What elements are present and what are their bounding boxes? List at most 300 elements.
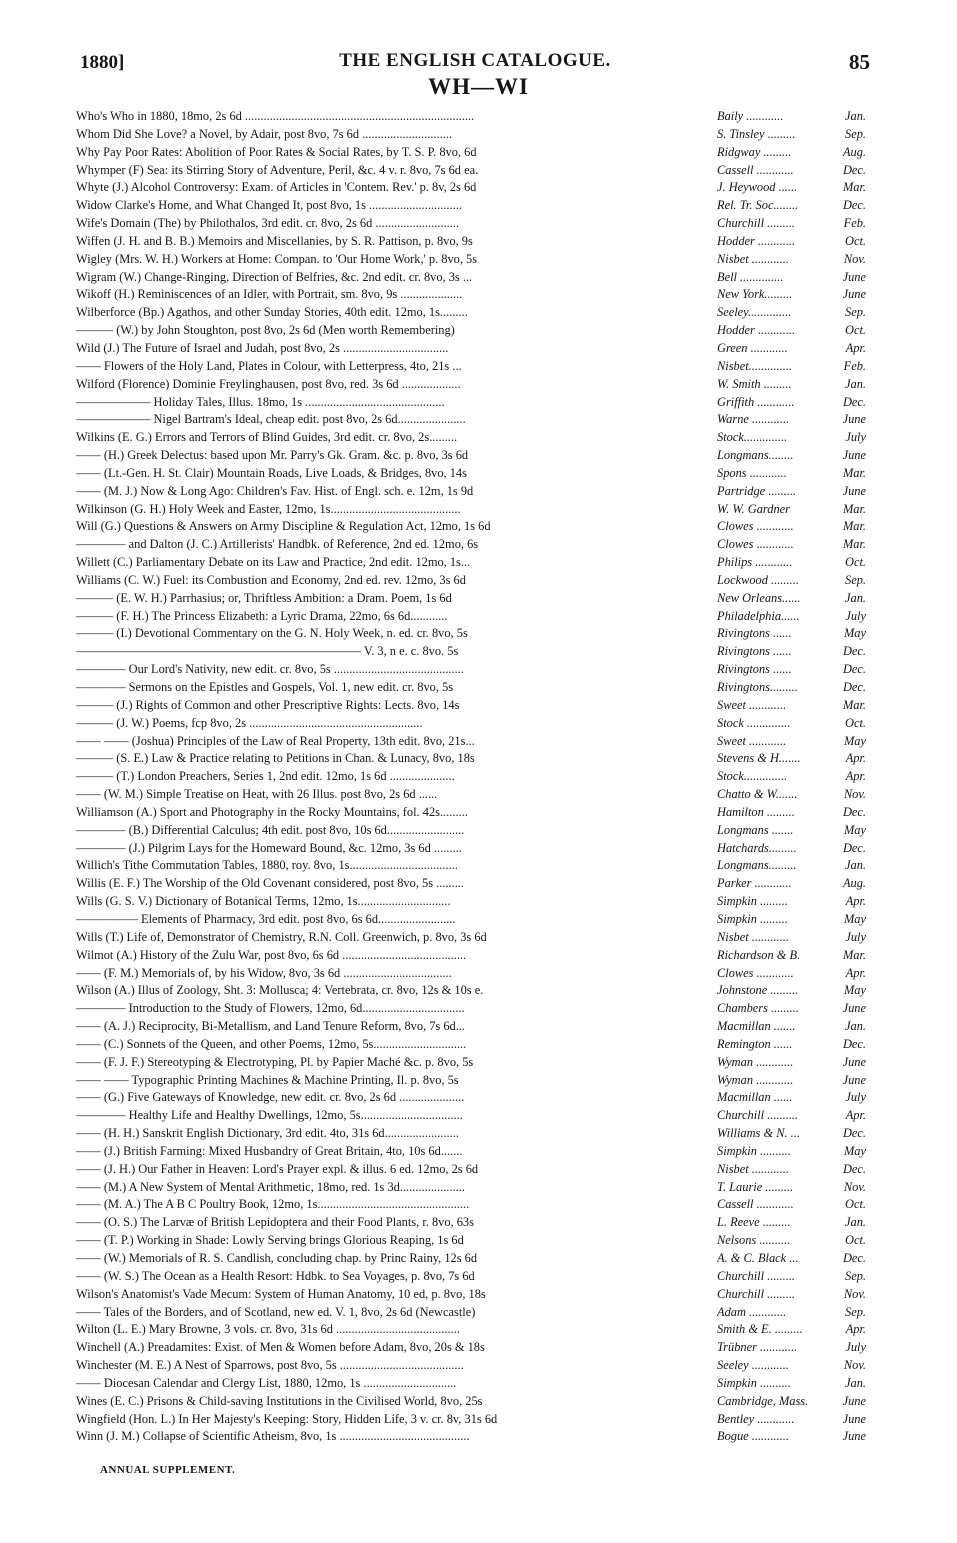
catalogue-entry <box>76 643 866 661</box>
entry-text: Wills (G. S. V.) Dictionary of Botanical Terms, 12mo, 1s.............................. <box>76 894 451 909</box>
entry-month: Apr. <box>845 340 866 355</box>
catalogue-entry <box>76 1161 866 1179</box>
header-year: 1880] <box>80 52 125 73</box>
catalogue-entry <box>76 893 866 911</box>
entry-month: Sep. <box>845 1268 866 1283</box>
entry-month: May <box>843 626 866 641</box>
entry-text: —— (O. S.) The Larvæ of British Lepidoptera and their Food Plants, r. 8vo, 63s <box>76 1215 474 1230</box>
entry-month: Apr. <box>845 769 866 784</box>
entry-text: —— (Lt.-Gen. H. St. Clair) Mountain Roads, Live Loads, & Bridges, 8vo, 14s <box>76 465 467 480</box>
entry-text: —— (G.) Five Gateways of Knowledge, new edit. cr. 8vo, 2s 6d ..................... <box>76 1090 465 1105</box>
catalogue-entry <box>76 1196 866 1214</box>
entry-text: ——— (J. W.) Poems, fcp 8vo, 2s ........................................................ <box>76 715 423 730</box>
entry-month: Sep. <box>845 1304 866 1319</box>
entry-publisher: Clowes ............ <box>717 519 794 534</box>
entry-month: Apr. <box>845 1322 866 1337</box>
entry-month: Oct. <box>845 555 866 570</box>
entry-publisher: Simpkin ......... <box>717 911 788 926</box>
entry-month: Mar. <box>842 947 866 962</box>
catalogue-entry <box>76 1304 866 1322</box>
entry-month: May <box>843 822 866 837</box>
entry-month: Apr. <box>845 965 866 980</box>
catalogue-entry <box>76 197 866 215</box>
entry-month: Mar. <box>842 501 866 516</box>
catalogue-entry <box>76 875 866 893</box>
catalogue-entry <box>76 804 866 822</box>
entry-text: ——— (T.) London Preachers, Series 1, 2nd edit. 12mo, 1s 6d ..................... <box>76 769 455 784</box>
entry-month: June <box>842 269 866 284</box>
entry-publisher: Hatchards......... <box>717 840 797 855</box>
catalogue-entry <box>76 715 866 733</box>
entry-publisher: Hodder ............ <box>717 323 796 338</box>
entry-text: Wilford (Florence) Dominie Freylinghausen, post 8vo, red. 3s 6d ................... <box>76 376 461 391</box>
entry-publisher: Ridgway ......... <box>717 144 792 159</box>
entry-publisher: Cassell ............ <box>717 1197 794 1212</box>
entry-publisher: Chatto & W....... <box>717 787 798 802</box>
entry-publisher: L. Reeve ......... <box>717 1215 791 1230</box>
entry-text: ——— (E. W. H.) Parrhasius; or, Thriftless Ambition: a Dram. Poem, 1s 6d <box>76 590 452 605</box>
entry-text: Wilmot (A.) History of the Zulu War, post 8vo, 6s 6d ........................................ <box>76 947 467 962</box>
entry-publisher: Adam ............ <box>717 1304 787 1319</box>
entry-month: Oct. <box>845 1233 866 1248</box>
entry-month: Mar. <box>842 697 866 712</box>
entry-text: —— Tales of the Borders, and of Scotland, new ed. V. 1, 8vo, 2s 6d (Newcastle) <box>76 1304 476 1319</box>
entry-publisher: Hamilton ......... <box>717 804 795 819</box>
entry-publisher: Stock .............. <box>717 715 791 730</box>
entry-publisher: Macmillan ...... <box>717 1090 793 1105</box>
entry-text: —— —— (Joshua) Principles of the Law of Real Property, 13th edit. 8vo, 21s... <box>76 733 475 748</box>
entry-text: ——— (F. H.) The Princess Elizabeth: a Lyric Drama, 22mo, 6s 6d............ <box>76 608 448 623</box>
catalogue-entry <box>76 608 866 626</box>
entry-publisher: Seeley ............ <box>717 1358 789 1373</box>
entry-month: Jan. <box>845 376 866 391</box>
entry-text: ———— Healthy Life and Healthy Dwellings, 12mo, 5s................................. <box>76 1108 463 1123</box>
catalogue-entries <box>76 108 866 1446</box>
entry-month: May <box>843 1143 866 1158</box>
entry-publisher: Churchill ......... <box>717 1268 796 1283</box>
entry-month: June <box>842 1411 866 1426</box>
entry-publisher: Nelsons .......... <box>717 1233 791 1248</box>
entry-publisher: Hodder ............ <box>717 233 796 248</box>
entry-publisher: Seeley.............. <box>717 305 792 320</box>
catalogue-entry <box>76 126 866 144</box>
catalogue-entry <box>76 376 866 394</box>
entry-publisher: Spons ............ <box>717 465 787 480</box>
entry-text: —— (F. M.) Memorials of, by his Widow, 8vo, 3s 6d ................................... <box>76 965 452 980</box>
entry-text: Wikoff (H.) Reminiscences of an Idler, with Portrait, sm. 8vo, 9s .................... <box>76 287 463 302</box>
entry-month: Jan. <box>845 858 866 873</box>
catalogue-entry <box>76 429 866 447</box>
catalogue-entry <box>76 1036 866 1054</box>
page-number: 85 <box>849 50 870 74</box>
entry-text: Widow Clarke's Home, and What Changed It, post 8vo, 1s .............................. <box>76 198 462 213</box>
entry-text: —— (T. P.) Working in Shade: Lowly Serving brings Glorious Reaping, 1s 6d <box>76 1233 464 1248</box>
catalogue-entry <box>76 1018 866 1036</box>
entry-text: —— (W. M.) Simple Treatise on Heat, with 26 Illus. post 8vo, 2s 6d ...... <box>76 787 438 802</box>
entry-month: Feb. <box>843 216 866 231</box>
entry-publisher: Williams & N. ... <box>717 1126 800 1141</box>
entry-publisher: Bogue ............ <box>717 1429 789 1444</box>
entry-month: July <box>845 1340 866 1355</box>
entry-publisher: Longmans........ <box>717 448 794 463</box>
catalogue-entry <box>76 269 866 287</box>
entry-publisher: Remington ...... <box>717 1036 793 1051</box>
entry-publisher: W. Smith ......... <box>717 376 792 391</box>
entry-text: Whom Did She Love? a Novel, by Adair, post 8vo, 7s 6d ............................. <box>76 126 453 141</box>
entry-publisher: Longmans......... <box>717 858 797 873</box>
entry-month: June <box>842 412 866 427</box>
entry-month: Nov. <box>843 1179 866 1194</box>
entry-month: July <box>845 430 866 445</box>
entry-text: ———— Sermons on the Epistles and Gospels, Vol. 1, new edit. cr. 8vo, 5s <box>76 680 454 694</box>
entry-publisher: Sweet ............ <box>717 733 787 748</box>
catalogue-entry <box>76 786 866 804</box>
entry-month: Feb. <box>843 358 866 373</box>
catalogue-entry <box>76 857 866 875</box>
catalogue-entry <box>76 108 866 126</box>
entry-text: —————— Holiday Tales, Illus. 18mo, 1s ............................................. <box>76 394 445 409</box>
entry-text: —— (M. J.) Now & Long Ago: Children's Fav. Hist. of Engl. sch. e. 12m, 1s 9d <box>76 483 474 498</box>
section-heading: WH—WI <box>428 74 529 99</box>
entry-text: ——————————————————————— V. 3, n e. c. 8vo. 5s <box>76 644 459 659</box>
catalogue-entry <box>76 1214 866 1232</box>
entry-publisher: New Orleans...... <box>717 590 801 605</box>
entry-month: May <box>843 733 866 748</box>
entry-month: Sep. <box>845 572 866 587</box>
entry-publisher: S. Tinsley ......... <box>717 126 796 141</box>
catalogue-entry <box>76 822 866 840</box>
entry-month: Aug. <box>842 876 866 891</box>
entry-month: Jan. <box>845 109 866 123</box>
entry-publisher: Rivingtons ...... <box>717 626 792 641</box>
entry-publisher: Macmillan ....... <box>717 1019 796 1034</box>
catalogue-entry <box>76 536 866 554</box>
entry-publisher: Nisbet.............. <box>717 358 793 373</box>
entry-text: Wiffen (J. H. and B. B.) Memoirs and Miscellanies, by S. R. Pattison, p. 8vo, 9s <box>76 233 473 248</box>
catalogue-entry <box>76 679 866 697</box>
entry-month: June <box>842 1393 866 1408</box>
catalogue-entry <box>76 1375 866 1393</box>
entry-month: Dec. <box>842 1126 866 1141</box>
entry-publisher: Wyman ............ <box>717 1054 794 1069</box>
catalogue-entry <box>76 501 866 519</box>
entry-month: Dec. <box>842 1161 866 1176</box>
entry-month: Dec. <box>842 1036 866 1051</box>
entry-publisher: Philadelphia...... <box>717 608 800 623</box>
entry-text: Wilson's Anatomist's Vade Mecum: System of Human Anatomy, 10 ed, p. 8vo, 18s <box>76 1286 486 1301</box>
catalogue-entry <box>76 179 866 197</box>
catalogue-entry <box>76 1268 866 1286</box>
entry-publisher: Churchill ......... <box>717 216 796 231</box>
entry-month: Apr. <box>845 751 866 766</box>
entry-text: —— (J. H.) Our Father in Heaven: Lord's Prayer expl. & illus. 6 ed. 12mo, 2s 6d <box>76 1161 479 1176</box>
entry-publisher: Partridge ......... <box>717 483 797 498</box>
entry-text: ———— and Dalton (J. C.) Artillerists' Handbk. of Reference, 2nd ed. 12mo, 6s <box>76 537 479 552</box>
entry-month: Nov. <box>843 787 866 802</box>
catalogue-entry <box>76 1072 866 1090</box>
entry-month: Oct. <box>845 715 866 730</box>
entry-month: May <box>843 983 866 998</box>
entry-text: Williamson (A.) Sport and Photography in the Rocky Mountains, fol. 42s......... <box>76 804 468 819</box>
entry-publisher: Churchill .......... <box>717 1108 799 1123</box>
entry-month: Nov. <box>843 1358 866 1373</box>
catalogue-entry <box>76 965 866 983</box>
entry-publisher: Simpkin ......... <box>717 894 788 909</box>
entry-text: Who's Who in 1880, 18mo, 2s 6d .......................................................................... <box>76 109 475 123</box>
entry-text: Wigram (W.) Change-Ringing, Direction of Belfries, &c. 2nd edit. cr. 8vo, 3s ... <box>76 269 473 284</box>
entry-month: Dec. <box>842 394 866 409</box>
catalogue-entry <box>76 1000 866 1018</box>
catalogue-entry <box>76 929 866 947</box>
entry-publisher: Sweet ............ <box>717 697 787 712</box>
entry-month: Dec. <box>842 680 866 694</box>
entry-text: Wife's Domain (The) by Philothalos, 3rd edit. cr. 8vo, 2s 6d ........................... <box>76 216 460 231</box>
catalogue-entry <box>76 1250 866 1268</box>
entry-publisher: Rel. Tr. Soc........ <box>717 198 799 213</box>
entry-publisher: Rivingtons ...... <box>717 644 792 659</box>
entry-month: Jan. <box>845 1019 866 1034</box>
catalogue-entry <box>76 1321 866 1339</box>
catalogue-entry <box>76 911 866 929</box>
entry-month: July <box>845 1090 866 1105</box>
entry-text: —— (J.) British Farming: Mixed Husbandry of Great Britain, 4to, 10s 6d....... <box>76 1143 463 1158</box>
entry-publisher: Longmans ....... <box>717 822 794 837</box>
entry-month: Sep. <box>845 305 866 320</box>
entry-text: Wilton (L. E.) Mary Browne, 3 vols. cr. 8vo, 31s 6d ........................................ <box>76 1322 460 1337</box>
catalogue-entry <box>76 1411 866 1429</box>
entry-month: June <box>842 287 866 302</box>
entry-text: ——— (S. E.) Law & Practice relating to Petitions in Chan. & Lunacy, 8vo, 18s <box>76 751 475 766</box>
footer-signature: ANNUAL SUPPLEMENT. <box>100 1464 236 1476</box>
entry-publisher: Lockwood ......... <box>717 572 799 587</box>
entry-month: Aug. <box>842 144 866 159</box>
catalogue-entry <box>76 982 866 1000</box>
entry-publisher: Bell .............. <box>717 269 784 284</box>
entry-publisher: J. Heywood ...... <box>717 180 798 195</box>
catalogue-entry <box>76 518 866 536</box>
entry-publisher: A. & C. Black ... <box>717 1251 799 1265</box>
entry-month: June <box>842 448 866 463</box>
catalogue-entry <box>76 358 866 376</box>
entry-publisher: Baily ............ <box>717 109 784 123</box>
entry-text: Wild (J.) The Future of Israel and Judah, post 8vo, 2s .................................. <box>76 340 449 355</box>
entry-text: —— —— Typographic Printing Machines & Machine Printing, Il. p. 8vo, 5s <box>76 1072 459 1087</box>
entry-month: Mar. <box>842 180 866 195</box>
entry-text: —— Flowers of the Holy Land, Plates in Colour, with Letterpress, 4to, 21s ... <box>76 358 462 373</box>
catalogue-entry <box>76 1089 866 1107</box>
entry-publisher: Nisbet ............ <box>717 251 789 266</box>
entry-publisher: Rivingtons......... <box>717 680 798 694</box>
catalogue-entry <box>76 447 866 465</box>
entry-publisher: Parker ............ <box>717 876 792 891</box>
catalogue-entry <box>76 1393 866 1411</box>
entry-text: Wilkinson (G. H.) Holy Week and Easter, 12mo, 1s.......................................... <box>76 501 461 516</box>
entry-month: Oct. <box>845 323 866 338</box>
entry-month: Jan. <box>845 590 866 605</box>
catalogue-entry <box>76 483 866 501</box>
catalogue-entry <box>76 661 866 679</box>
entry-publisher: Churchill ......... <box>717 1286 796 1301</box>
entry-publisher: Bentley ............ <box>717 1411 795 1426</box>
entry-month: Jan. <box>845 1375 866 1390</box>
catalogue-entry <box>76 768 866 786</box>
entry-text: Williams (C. W.) Fuel: its Combustion and Economy, 2nd ed. rev. 12mo, 3s 6d <box>76 572 466 587</box>
entry-month: June <box>842 483 866 498</box>
entry-text: ——— (W.) by John Stoughton, post 8vo, 2s 6d (Men worth Remembering) <box>76 323 455 338</box>
entry-text: Wilberforce (Bp.) Agathos, and other Sunday Stories, 40th edit. 12mo, 1s......... <box>76 305 468 320</box>
entry-text: ————— Elements of Pharmacy, 3rd edit. post 8vo, 6s 6d......................... <box>76 911 456 926</box>
entry-month: Mar. <box>842 537 866 552</box>
entry-month: Apr. <box>845 1108 866 1123</box>
entry-publisher: Wyman ............ <box>717 1072 794 1087</box>
header-title: THE ENGLISH CATALOGUE. <box>339 50 611 71</box>
catalogue-entry <box>76 304 866 322</box>
entry-publisher: Trübner ............ <box>717 1340 798 1355</box>
catalogue-entry <box>76 411 866 429</box>
entry-publisher: Rivingtons ...... <box>717 662 792 677</box>
catalogue-entry <box>76 750 866 768</box>
entry-month: June <box>842 1429 866 1444</box>
entry-month: July <box>845 608 866 623</box>
entry-publisher: Simpkin .......... <box>717 1143 791 1158</box>
entry-text: —— (H. H.) Sanskrit English Dictionary, 3rd edit. 4to, 31s 6d........................ <box>76 1126 459 1141</box>
entry-publisher: Clowes ............ <box>717 965 794 980</box>
entry-month: Oct. <box>845 233 866 248</box>
catalogue-entry <box>76 1286 866 1304</box>
entry-month: June <box>842 1072 866 1087</box>
catalogue-entry <box>76 1143 866 1161</box>
entry-text: —— (H.) Greek Delectus: based upon Mr. Parry's Gk. Gram. &c. p. 8vo, 3s 6d <box>76 448 469 463</box>
entry-text: Wills (T.) Life of, Demonstrator of Chemistry, R.N. Coll. Greenwich, p. 8vo, 3s 6d <box>76 929 487 944</box>
entry-month: Dec. <box>842 644 866 659</box>
catalogue-entry <box>76 162 866 180</box>
entry-text: Winchester (M. E.) A Nest of Sparrows, post 8vo, 5s ........................................ <box>76 1358 464 1373</box>
catalogue-entry <box>76 572 866 590</box>
entry-publisher: W. W. Gardner <box>717 501 790 516</box>
entry-text: ——— (I.) Devotional Commentary on the G. N. Holy Week, n. ed. cr. 8vo, 5s <box>76 626 468 641</box>
catalogue-entry <box>76 697 866 715</box>
entry-text: —— (W. S.) The Ocean as a Health Resort: Hdbk. to Sea Voyages, p. 8vo, 7s 6d <box>76 1268 475 1283</box>
catalogue-entry <box>76 1107 866 1125</box>
catalogue-entry <box>76 1428 866 1446</box>
entry-month: Sep. <box>845 126 866 141</box>
entry-publisher: Cassell ............ <box>717 162 794 177</box>
entry-text: —— (C.) Sonnets of the Queen, and other Poems, 12mo, 5s.............................. <box>76 1036 467 1051</box>
entry-month: Jan. <box>845 1215 866 1230</box>
entry-publisher: Nisbet ............ <box>717 929 789 944</box>
entry-text: Wilson (A.) Illus of Zoology, Sht. 3: Mollusca; 4: Vertebrata, cr. 8vo, 12s & 10s e. <box>76 983 484 998</box>
entry-month: June <box>842 1054 866 1069</box>
entry-month: Dec. <box>842 1251 866 1265</box>
catalogue-entry <box>76 1357 866 1375</box>
catalogue-entry <box>76 590 866 608</box>
catalogue-entry <box>76 394 866 412</box>
catalogue-entry <box>76 340 866 358</box>
entry-text: Whyte (J.) Alcohol Controversy: Exam. of Articles in 'Contem. Rev.' p. 8v, 2s 6d <box>76 180 477 195</box>
entry-publisher: Stevens & H....... <box>717 751 801 766</box>
entry-publisher: Chambers ......... <box>717 1001 799 1016</box>
catalogue-entry <box>76 144 866 162</box>
entry-month: July <box>845 929 866 944</box>
entry-text: —— (M.) A New System of Mental Arithmetic, 18mo, red. 1s 3d..................... <box>76 1179 465 1194</box>
entry-month: Oct. <box>845 1197 866 1212</box>
entry-month: Dec. <box>842 804 866 819</box>
catalogue-entry <box>76 840 866 858</box>
entry-month: Nov. <box>843 1286 866 1301</box>
entry-publisher: Stock.............. <box>717 430 788 445</box>
entry-text: Wines (E. C.) Prisons & Child-saving Institutions in the Civilised World, 8vo, 25s <box>76 1393 483 1408</box>
entry-month: Dec. <box>842 162 866 177</box>
entry-text: —— (W.) Memorials of R. S. Candlish, concluding chap. by Princ Rainy, 12s 6d <box>76 1251 478 1265</box>
entry-publisher: Nisbet ............ <box>717 1161 789 1176</box>
entry-publisher: Smith & E. ......... <box>717 1322 803 1337</box>
catalogue-entry <box>76 286 866 304</box>
catalogue-entry <box>76 625 866 643</box>
entry-text: Willis (E. F.) The Worship of the Old Covenant considered, post 8vo, 5s ......... <box>76 876 465 891</box>
entry-text: Wilkins (E. G.) Errors and Terrors of Blind Guides, 3rd edit. cr. 8vo, 2s......... <box>76 430 458 445</box>
catalogue-entry <box>76 1179 866 1197</box>
entry-publisher: Griffith ............ <box>717 394 795 409</box>
entry-publisher: Simpkin .......... <box>717 1375 791 1390</box>
entry-text: —————— Nigel Bartram's Ideal, cheap edit. post 8vo, 2s 6d...................... <box>76 412 466 427</box>
catalogue-entry <box>76 733 866 751</box>
catalogue-entry <box>76 947 866 965</box>
entry-text: ———— Our Lord's Nativity, new edit. cr. 8vo, 5s .......................................... <box>76 662 464 677</box>
catalogue-entry <box>76 1125 866 1143</box>
entry-publisher: Clowes ............ <box>717 537 794 552</box>
entry-month: Dec. <box>842 662 866 677</box>
entry-text: —— (A. J.) Reciprocity, Bi-Metallism, and Land Tenure Reform, 8vo, 7s 6d... <box>76 1019 466 1034</box>
entry-text: Whymper (F) Sea: its Stirring Story of Adventure, Peril, &c. 4 v. r. 8vo, 7s 6d ea. <box>76 162 479 177</box>
entry-text: ———— (J.) Pilgrim Lays for the Homeward Bound, &c. 12mo, 3s 6d ......... <box>76 840 462 855</box>
entry-publisher: Green ............ <box>717 340 788 355</box>
entry-text: Willett (C.) Parliamentary Debate on its Law and Practice, 2nd edit. 12mo, 1s... <box>76 555 471 570</box>
entry-text: Wigley (Mrs. W. H.) Workers at Home: Compan. to 'Our Home Work,' p. 8vo, 5s <box>76 251 478 266</box>
catalogue-entry <box>76 233 866 251</box>
entry-month: Dec. <box>842 840 866 855</box>
entry-text: Willich's Tithe Commutation Tables, 1880, roy. 8vo, 1s................................... <box>76 858 458 873</box>
catalogue-entry <box>76 215 866 233</box>
catalogue-entry <box>76 1339 866 1357</box>
entry-text: Why Pay Poor Rates: Abolition of Poor Rates & Social Rates, by T. S. P. 8vo, 6d <box>76 144 477 159</box>
entry-publisher: Johnstone ......... <box>717 983 799 998</box>
entry-text: —— (F. J. F.) Stereotyping & Electrotyping, Pl. by Papier Maché &c. p. 8vo, 5s <box>76 1054 474 1069</box>
entry-text: Wingfield (Hon. L.) In Her Majesty's Keeping: Story, Hidden Life, 3 v. cr. 8v, 31s 6d <box>76 1411 498 1426</box>
catalogue-entry <box>76 1054 866 1072</box>
entry-month: May <box>843 911 866 926</box>
catalogue-entry <box>76 1232 866 1250</box>
entry-text: ———— Introduction to the Study of Flowers, 12mo, 6d................................. <box>76 1001 465 1016</box>
entry-publisher: Cambridge, Mass. <box>717 1393 809 1408</box>
entry-month: Mar. <box>842 519 866 534</box>
entry-text: ——— (J.) Rights of Common and other Prescriptive Rights: Lects. 8vo, 14s <box>76 697 460 712</box>
entry-month: Mar. <box>842 465 866 480</box>
entry-text: ———— (B.) Differential Calculus; 4th edit. post 8vo, 10s 6d......................... <box>76 822 465 837</box>
catalogue-entry <box>76 554 866 572</box>
entry-publisher: Warne ............ <box>717 412 790 427</box>
entry-publisher: Stock.............. <box>717 769 788 784</box>
entry-publisher: T. Laurie ......... <box>717 1179 794 1194</box>
entry-publisher: Philips ............ <box>717 555 793 570</box>
entry-text: —— (M. A.) The A B C Poultry Book, 12mo, 1s................................................. <box>76 1197 470 1212</box>
catalogue-entry <box>76 251 866 269</box>
entry-publisher: Richardson & B. <box>717 947 801 962</box>
entry-month: Apr. <box>845 894 866 909</box>
entry-month: Dec. <box>842 198 866 213</box>
entry-publisher: New York......... <box>717 287 793 302</box>
entry-text: Winchell (A.) Preadamites: Exist. of Men & Women before Adam, 8vo, 20s & 18s <box>76 1340 485 1355</box>
catalogue-entry <box>76 465 866 483</box>
